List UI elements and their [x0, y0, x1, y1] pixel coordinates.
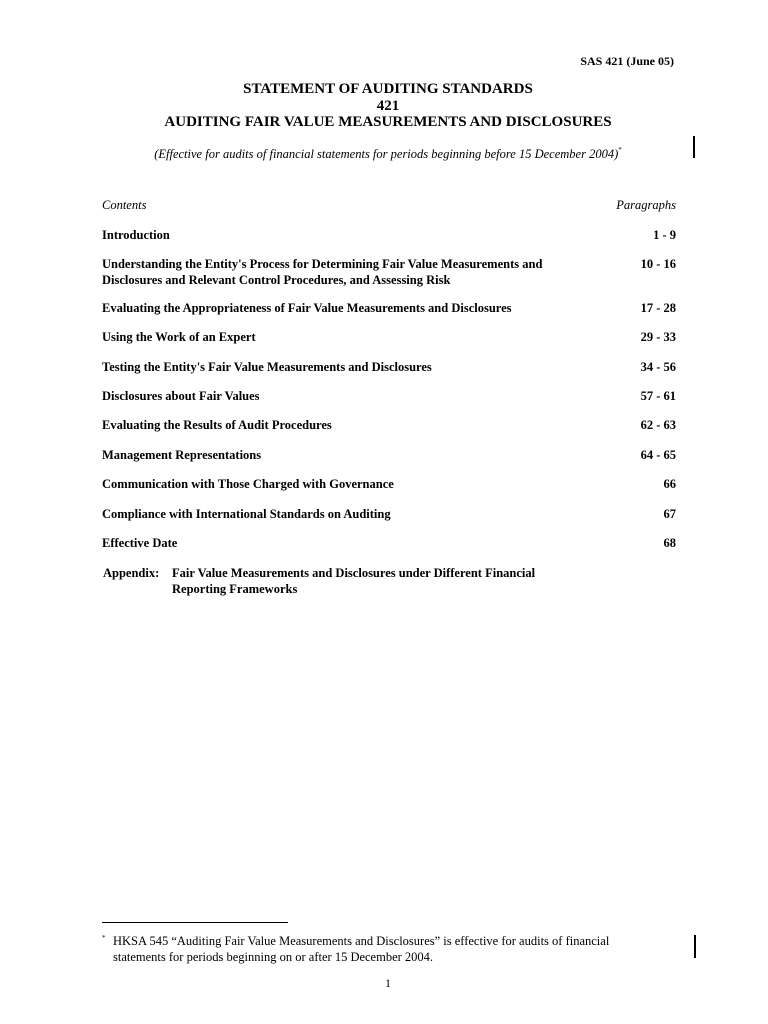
toc-entry[interactable]: [102, 330, 676, 346]
paragraphs-label: Paragraphs: [616, 198, 676, 212]
document-title: [0, 81, 768, 131]
toc-entry[interactable]: [102, 360, 676, 376]
toc-entry[interactable]: [102, 228, 676, 244]
toc-entry-paragraphs: 34 - 56: [640, 360, 676, 374]
toc-entry-title: Effective Date: [102, 536, 178, 550]
toc-entry-title: Introduction: [102, 228, 170, 242]
toc-entry[interactable]: [102, 389, 676, 405]
toc-entry-paragraphs: 29 - 33: [640, 330, 676, 344]
footnote-text: HKSA 545 “Auditing Fair Value Measurements and Disclosures” is effective for audits of financial statements for periods beginning on or after 15 December 2004.: [113, 934, 610, 964]
toc-entry-paragraphs: 67: [663, 507, 676, 521]
toc-entry[interactable]: [102, 536, 676, 552]
toc-entry-title: Evaluating the Results of Audit Procedures: [102, 418, 332, 432]
toc-entry[interactable]: [102, 257, 676, 288]
effective-note-marker: *: [618, 146, 622, 154]
effective-note: [0, 146, 768, 162]
footnote-marker: *: [102, 934, 106, 942]
toc-entry-paragraphs: 10 - 16: [640, 257, 676, 271]
toc-entry[interactable]: [102, 448, 676, 464]
toc-entry-title: Evaluating the Appropriateness of Fair Value Measurements and Disclosures: [102, 301, 512, 315]
toc-entry-paragraphs: 57 - 61: [640, 389, 676, 403]
appendix-label: Appendix:: [103, 566, 160, 580]
toc-entry-title: Using the Work of an Expert: [102, 330, 256, 344]
toc-entry-title: Compliance with International Standards on Auditing: [102, 507, 391, 521]
toc-entry-title: Understanding the Entity's Process for Determining Fair Value Measurements and Disclosures and Relevant Control Procedures, and Assessing Risk: [102, 257, 543, 287]
change-bar-bottom: [694, 935, 696, 958]
title-line-standards: STATEMENT OF AUDITING STANDARDS: [243, 81, 533, 97]
toc-entry-title: Management Representations: [102, 448, 262, 462]
page-number: 1: [385, 976, 391, 990]
footnote: [102, 934, 662, 965]
toc-entry-paragraphs: 68: [663, 536, 676, 550]
toc-entry-paragraphs: 64 - 65: [640, 448, 676, 462]
change-bar-top: [693, 136, 695, 158]
title-line-number: 421: [376, 97, 400, 114]
toc-entry[interactable]: [102, 477, 676, 493]
appendix-title: Fair Value Measurements and Disclosures under Different Financial Reporting Frameworks: [172, 566, 536, 596]
toc-entry-paragraphs: 66: [663, 477, 676, 491]
toc-entry[interactable]: [102, 418, 676, 434]
toc-entry-paragraphs: 1 - 9: [653, 228, 676, 242]
title-line-subject: AUDITING FAIR VALUE MEASUREMENTS AND DISCLOSURES: [164, 114, 612, 130]
footnote-divider: [102, 922, 288, 923]
toc-entry-title: Testing the Entity's Fair Value Measurements and Disclosures: [102, 360, 432, 374]
toc-entry-title: Disclosures about Fair Values: [102, 389, 260, 403]
contents-label: Contents: [102, 198, 147, 212]
document-reference: SAS 421 (June 05): [580, 54, 674, 68]
toc-entry[interactable]: [102, 507, 676, 523]
effective-note-text: (Effective for audits of financial statements for periods beginning before 15 December 2004): [154, 147, 619, 161]
toc-entry[interactable]: [102, 301, 676, 317]
toc-entry-paragraphs: 62 - 63: [640, 418, 676, 432]
toc-entry-title: Communication with Those Charged with Governance: [102, 477, 394, 491]
toc-entry-paragraphs: 17 - 28: [640, 301, 676, 315]
